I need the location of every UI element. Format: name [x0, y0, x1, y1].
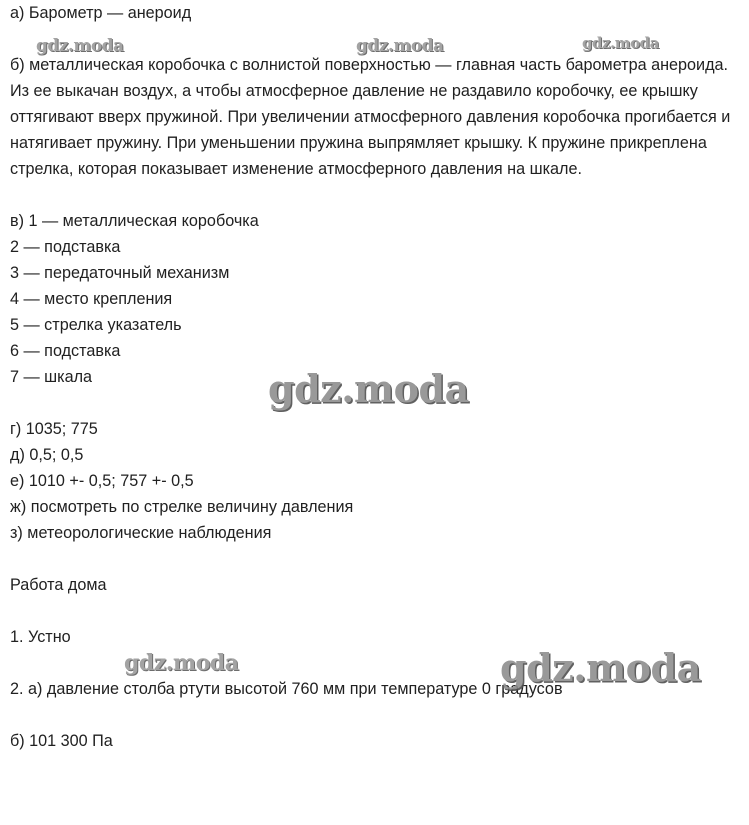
home-answer-2a: 2. а) давление столба ртути высотой 760 мм при температуре 0 градусов	[10, 680, 563, 698]
watermark-logo: gdz.moda	[124, 650, 239, 676]
answer-g: г) 1035; 775	[10, 420, 98, 438]
answer-a: а) Барометр — анероид	[10, 4, 192, 22]
home-work-title: Работа дома	[10, 576, 107, 594]
answer-e: е) 1010 +- 0,5; 757 +- 0,5	[10, 472, 194, 490]
watermark-logo: gdz.moda	[268, 366, 469, 411]
watermark-logo: gdz.moda	[500, 645, 701, 690]
answer-z: з) метеорологические наблюдения	[10, 524, 272, 542]
answer-v-item: 2 — подставка	[10, 238, 121, 256]
answer-zh: ж) посмотреть по стрелке величину давления	[10, 498, 354, 516]
watermark-logo: gdz.moda	[36, 36, 124, 56]
answer-v-item: в) 1 — металлическая коробочка	[10, 212, 259, 230]
answer-d: д) 0,5; 0,5	[10, 446, 84, 464]
document	[10, 0, 740, 754]
home-answer-2b: б) 101 300 Па	[10, 732, 113, 750]
watermark-logo: gdz.moda	[356, 36, 444, 56]
answer-b: б) металлическая коробочка с волнистой поверхностью — главная часть барометра анероида. Из ее выкачан воздух, а чтобы атмосферное давление не раздавило коробочку, ее крышку оттягивают вверх пружиной. При увеличении атмосферного давления коробочка прогибается и натягивает пружину. При уменьшении пружина выпрямляет крышку. К пружине прикреплена стрелка, которая показывает изменение атмосферного давления на шкале.	[10, 56, 731, 178]
answer-v-item: 6 — подставка	[10, 342, 121, 360]
watermark-logo: gdz.moda	[582, 34, 659, 52]
answer-v-item: 7 — шкала	[10, 368, 93, 386]
answer-v-item: 4 — место крепления	[10, 290, 173, 308]
home-answer-1: 1. Устно	[10, 628, 71, 646]
answer-v-item: 3 — передаточный механизм	[10, 264, 230, 282]
answer-v-item: 5 — стрелка указатель	[10, 316, 182, 334]
